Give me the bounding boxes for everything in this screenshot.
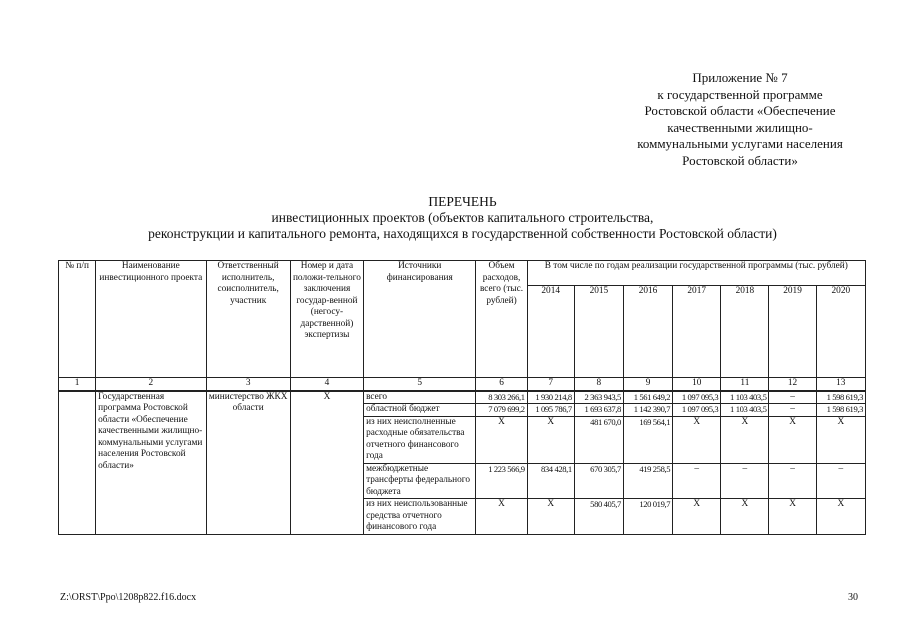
project-expertise: Х xyxy=(290,391,363,535)
annex-line: Ростовской области» xyxy=(682,152,798,168)
column-number: 12 xyxy=(769,378,816,391)
column-number: 6 xyxy=(476,378,527,391)
year-value: 481 670,0 xyxy=(574,416,623,463)
year-value: Х xyxy=(721,499,769,535)
year-value: 1 097 095,3 xyxy=(673,391,721,404)
col-header-years-group: В том числе по годам реализации государственной программы (тыс. рублей) xyxy=(527,261,865,286)
col-header-year: 2016 xyxy=(623,286,672,378)
year-value: – xyxy=(721,463,769,499)
total-value: Х xyxy=(476,416,527,463)
column-number: 3 xyxy=(206,378,290,391)
col-header-sources: Источники финансирования xyxy=(364,261,476,378)
footer-file-path: Z:\ORST\Ppo\1208p822.f16.docx xyxy=(60,592,197,603)
year-value: – xyxy=(769,404,816,417)
year-value: 1 598 619,3 xyxy=(816,404,865,417)
total-value: 7 079 699,2 xyxy=(476,404,527,417)
year-value: Х xyxy=(769,499,816,535)
year-value: Х xyxy=(527,499,574,535)
col-header-num: № п/п xyxy=(59,261,96,378)
year-value: – xyxy=(673,463,721,499)
column-number: 11 xyxy=(721,378,769,391)
year-value: Х xyxy=(721,416,769,463)
col-header-name: Наименование инвестиционного проекта xyxy=(96,261,206,378)
column-number: 4 xyxy=(290,378,363,391)
total-value: Х xyxy=(476,499,527,535)
column-number: 5 xyxy=(364,378,476,391)
annex-line: Приложение № 7 xyxy=(692,70,788,85)
year-value: 1 598 619,3 xyxy=(816,391,865,404)
page-number: 30 xyxy=(848,592,858,603)
column-number: 1 xyxy=(59,378,96,391)
year-value: Х xyxy=(527,416,574,463)
total-value: 8 303 266,1 xyxy=(476,391,527,404)
col-header-year: 2015 xyxy=(574,286,623,378)
year-value: 1 103 403,5 xyxy=(721,391,769,404)
funding-source: межбюджетные трансферты федерального бюджета xyxy=(364,463,476,499)
column-number: 9 xyxy=(623,378,672,391)
year-value: – xyxy=(769,463,816,499)
col-header-executor: Ответственный исполнитель, соисполнитель, участник xyxy=(206,261,290,378)
column-number: 2 xyxy=(96,378,206,391)
funding-source: всего xyxy=(364,391,476,404)
annex-header xyxy=(600,70,880,169)
table-row xyxy=(59,391,866,404)
year-value: 419 258,5 xyxy=(623,463,672,499)
year-value: 120 019,7 xyxy=(623,499,672,535)
year-value: 1 930 214,8 xyxy=(527,391,574,404)
annex-line: к государственной программе xyxy=(657,86,823,102)
year-value: Х xyxy=(769,416,816,463)
document-title xyxy=(40,194,885,242)
year-value: 1 095 786,7 xyxy=(527,404,574,417)
column-number: 8 xyxy=(574,378,623,391)
year-value: 1 693 637,8 xyxy=(574,404,623,417)
year-value: – xyxy=(816,463,865,499)
col-header-year: 2019 xyxy=(769,286,816,378)
funding-source: из них неиспользованные средства отчетного финансового года xyxy=(364,499,476,535)
column-number-row xyxy=(59,378,866,391)
project-executor: министерство ЖКХ области xyxy=(206,391,290,535)
annex-line: Ростовской области «Обеспечение xyxy=(644,103,836,118)
col-header-year: 2014 xyxy=(527,286,574,378)
year-value: Х xyxy=(816,499,865,535)
title-line: ПЕРЕЧЕНЬ xyxy=(428,194,497,209)
column-number: 7 xyxy=(527,378,574,391)
funding-source: из них неисполненные расходные обязательства отчетного финансового года xyxy=(364,416,476,463)
header-row xyxy=(59,261,866,286)
year-value: 580 405,7 xyxy=(574,499,623,535)
col-header-year: 2018 xyxy=(721,286,769,378)
year-value: 670 305,7 xyxy=(574,463,623,499)
year-value: – xyxy=(769,391,816,404)
annex-line: коммунальными услугами населения xyxy=(637,136,843,151)
column-number: 10 xyxy=(673,378,721,391)
year-value: Х xyxy=(816,416,865,463)
year-value: 1 097 095,3 xyxy=(673,404,721,417)
title-line: реконструкции и капитального ремонта, находящихся в государственной собственности Ростовской области) xyxy=(148,226,777,241)
year-value: 169 564,1 xyxy=(623,416,672,463)
year-value: 834 428,1 xyxy=(527,463,574,499)
col-header-total: Объем расходов, всего (тыс. рублей) xyxy=(476,261,527,378)
total-value: 1 223 566,9 xyxy=(476,463,527,499)
annex-line: качественными жилищно- xyxy=(667,119,813,135)
funding-source: областной бюджет xyxy=(364,404,476,417)
year-value: Х xyxy=(673,416,721,463)
year-value: 1 561 649,2 xyxy=(623,391,672,404)
col-header-year: 2017 xyxy=(673,286,721,378)
year-value: 1 103 403,5 xyxy=(721,404,769,417)
col-header-expertise: Номер и дата положи-тельного заключения государ-венной (негосу-дарственной) экспертизы xyxy=(290,261,363,378)
year-value: 2 363 943,5 xyxy=(574,391,623,404)
title-line: инвестиционных проектов (объектов капитального строительства, xyxy=(271,210,654,225)
column-number: 13 xyxy=(816,378,865,391)
year-value: Х xyxy=(673,499,721,535)
investment-projects-table xyxy=(58,260,866,535)
row-number-cell xyxy=(59,391,96,535)
year-value: 1 142 390,7 xyxy=(623,404,672,417)
col-header-year: 2020 xyxy=(816,286,865,378)
project-name: Государственная программа Ростовской области «Обеспечение качественными жилищно-коммунальными услугами населения Ростовской области» xyxy=(96,391,206,535)
